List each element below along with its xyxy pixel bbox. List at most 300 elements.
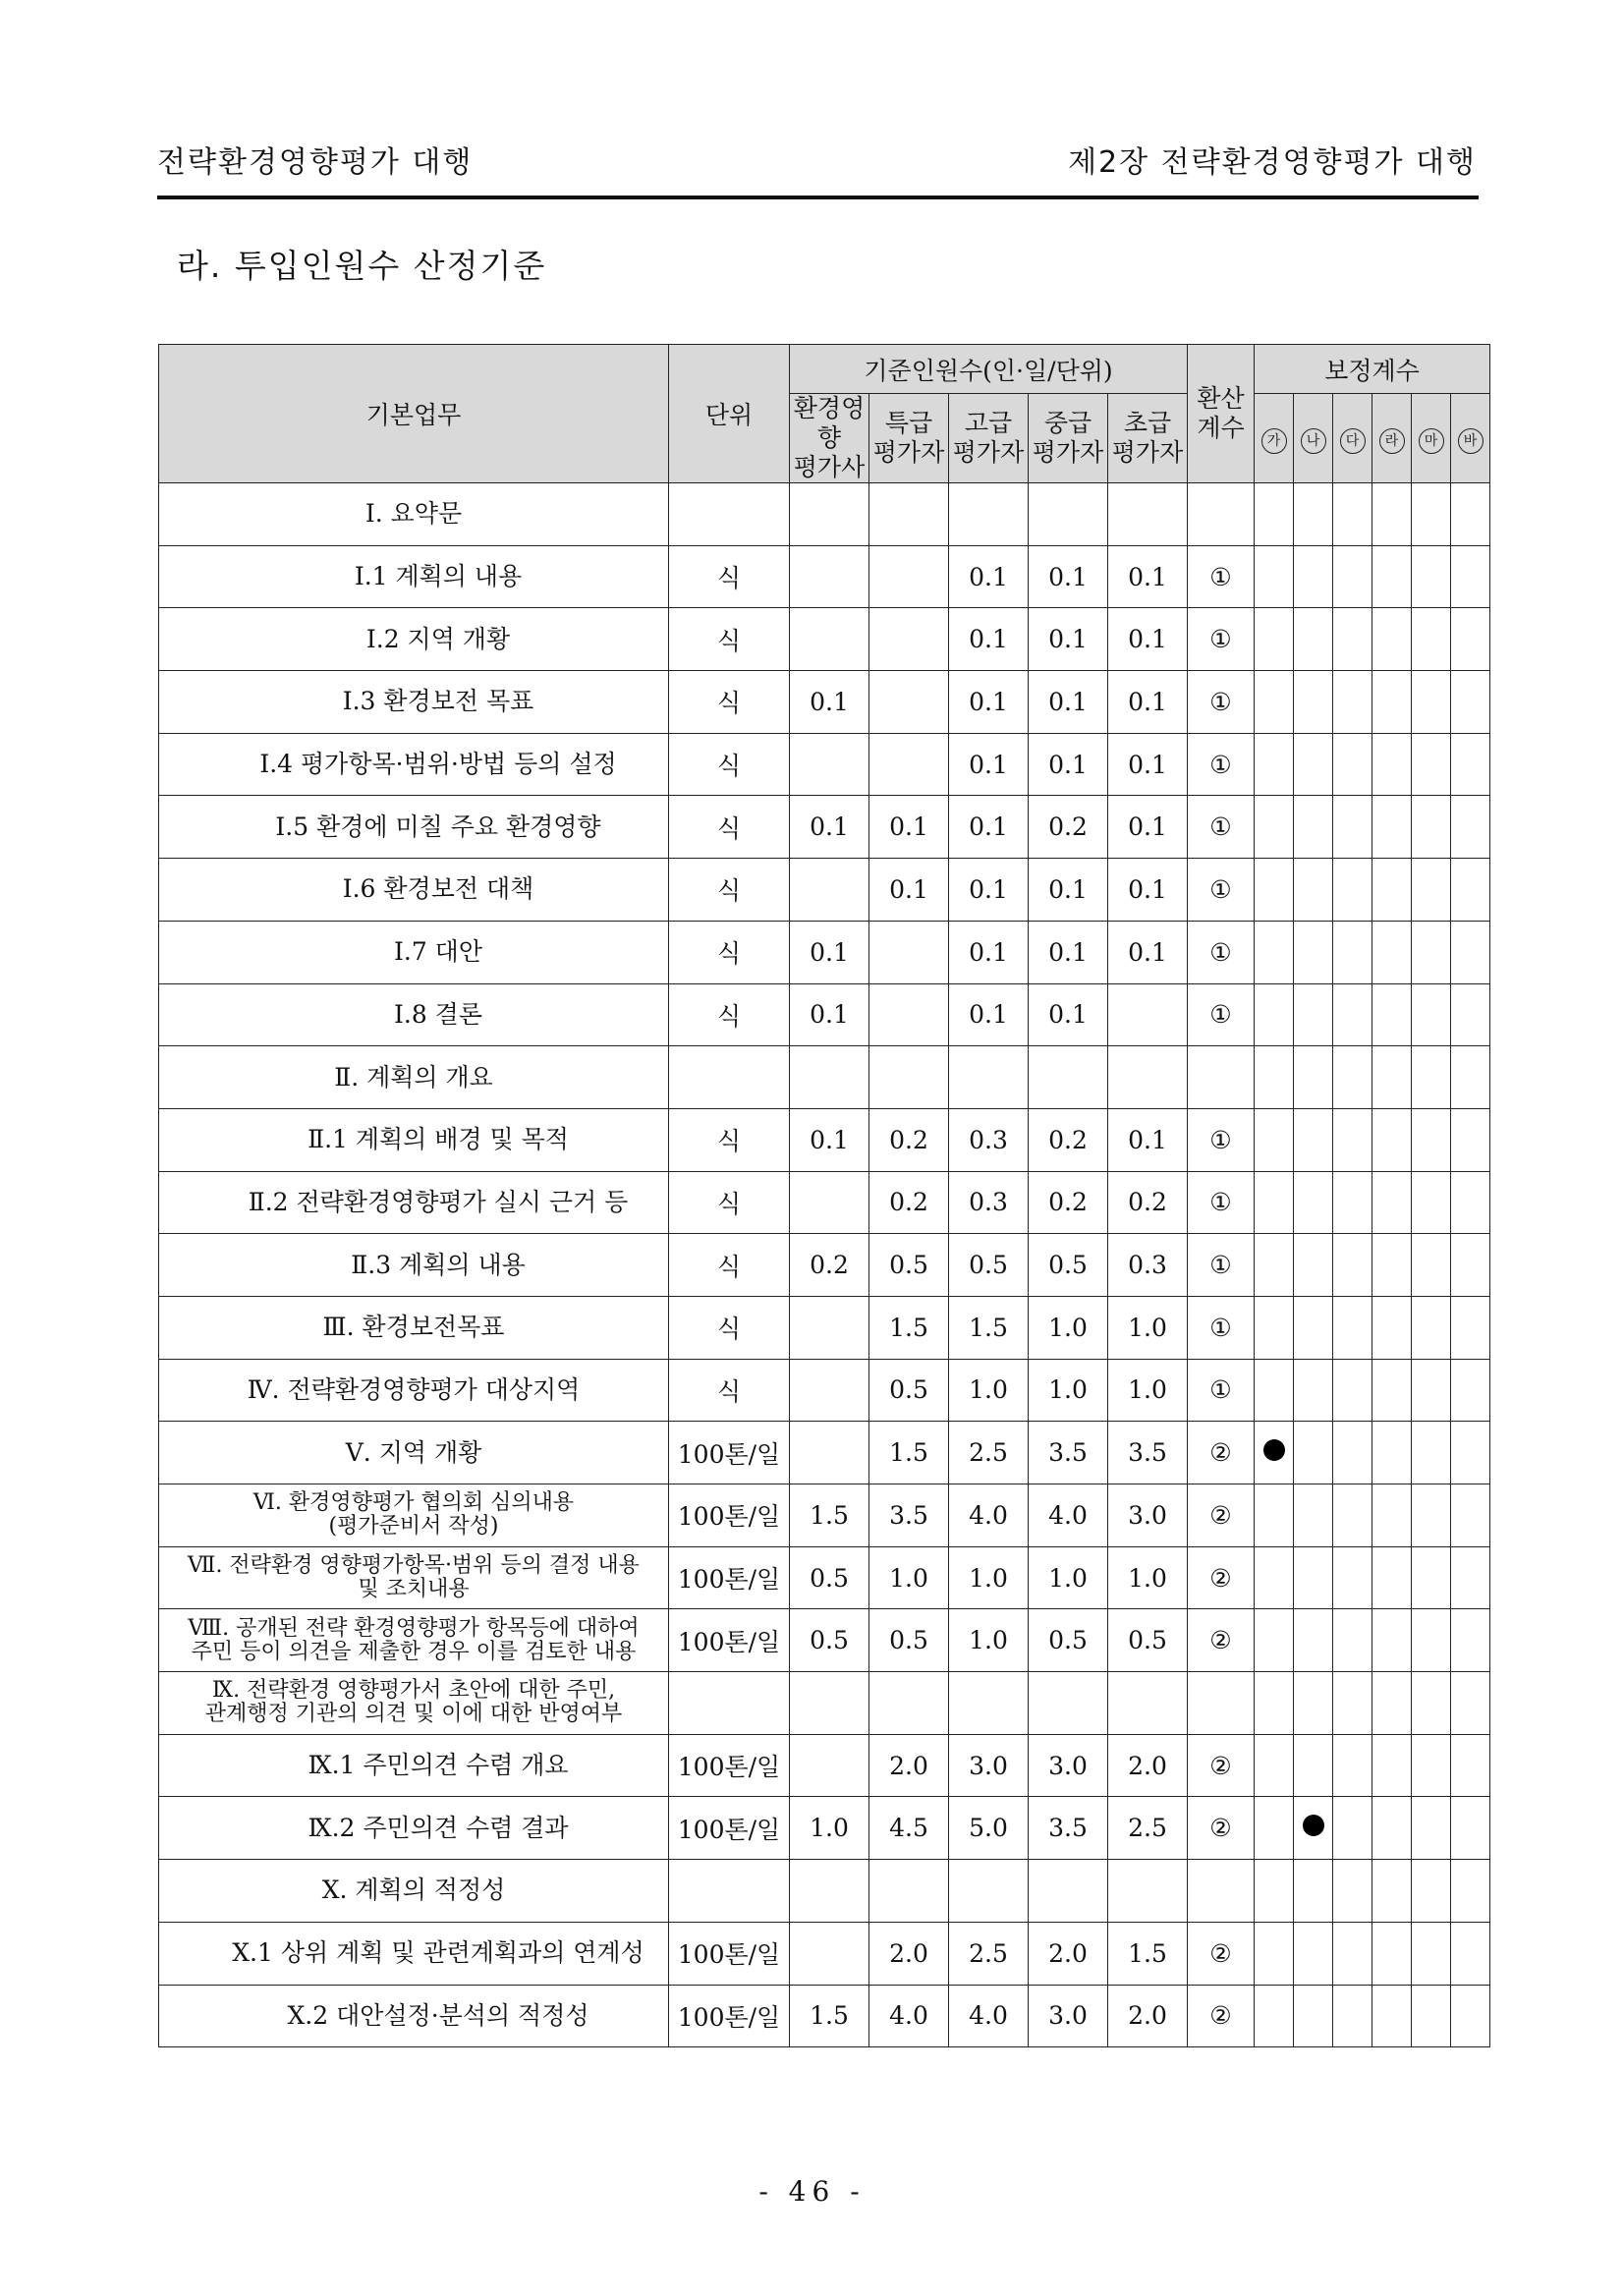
correction-cell	[1412, 1985, 1451, 2047]
correction-cell	[1294, 1171, 1333, 1234]
conversion-coefficient-cell: ②	[1188, 1734, 1255, 1797]
unit-cell: 식	[669, 796, 790, 859]
correction-cell	[1372, 1296, 1412, 1359]
table-row	[159, 1296, 1490, 1359]
value-cell: 0.1	[1108, 671, 1188, 734]
header-correction-5	[1451, 394, 1490, 483]
correction-cell	[1255, 1359, 1294, 1422]
circled-letter: 가	[1261, 428, 1287, 454]
value-cell: 3.5	[1108, 1422, 1188, 1484]
table-row	[159, 859, 1490, 922]
unit-cell: 식	[669, 671, 790, 734]
circled-letter: 나	[1301, 428, 1326, 454]
task-cell: Ⅰ. 요약문	[159, 483, 669, 546]
correction-cell	[1294, 1734, 1333, 1797]
value-cell: 4.0	[869, 1985, 949, 2047]
conversion-coefficient-cell	[1188, 1046, 1255, 1109]
task-cell: Ⅰ.8 결론	[159, 983, 669, 1046]
value-cell: 0.1	[790, 796, 869, 859]
unit-cell	[669, 1672, 790, 1735]
correction-cell	[1294, 921, 1333, 983]
unit-cell: 100톤/일	[669, 1922, 790, 1985]
correction-cell	[1333, 608, 1372, 671]
table-row	[159, 1985, 1490, 2047]
header-correction-1	[1294, 394, 1333, 483]
correction-cell	[1294, 733, 1333, 796]
correction-cell	[1372, 545, 1412, 608]
table-row	[159, 1422, 1490, 1484]
value-cell: 0.1	[869, 796, 949, 859]
correction-cell	[1255, 1734, 1294, 1797]
header-grade-line2: 평가자	[952, 438, 1025, 467]
value-cell	[790, 859, 869, 922]
unit-cell: 식	[669, 545, 790, 608]
task-cell: Ⅰ.1 계획의 내용	[159, 545, 669, 608]
header-correction-3	[1372, 394, 1412, 483]
correction-cell	[1412, 796, 1451, 859]
correction-cell	[1294, 859, 1333, 922]
value-cell: 0.1	[1108, 859, 1188, 922]
unit-cell: 식	[669, 921, 790, 983]
task-cell: Ⅶ. 전략환경 영향평가항목·범위 등의 결정 내용 및 조치내용	[159, 1546, 669, 1609]
correction-cell	[1294, 1609, 1333, 1672]
value-cell	[790, 1046, 869, 1109]
running-header-right: 제2장 전략환경영향평가 대행	[1068, 145, 1477, 180]
correction-cell	[1451, 1734, 1490, 1797]
correction-cell	[1333, 1484, 1372, 1547]
value-cell	[869, 733, 949, 796]
correction-cell	[1294, 1985, 1333, 2047]
header-base-group: 기준인원수(인·일/단위)	[790, 345, 1188, 394]
conversion-coefficient-cell: ①	[1188, 1296, 1255, 1359]
correction-cell	[1333, 1296, 1372, 1359]
correction-cell	[1412, 1422, 1451, 1484]
task-cell: Ⅹ.1 상위 계획 및 관련계획과의 연계성	[159, 1922, 669, 1985]
table-row	[159, 1546, 1490, 1609]
filled-circle-icon	[1303, 1815, 1324, 1836]
value-cell	[869, 1860, 949, 1923]
table-row	[159, 983, 1490, 1046]
header-grade-line2: 평가자	[1032, 438, 1104, 467]
correction-cell	[1333, 1234, 1372, 1297]
correction-cell	[1255, 545, 1294, 608]
unit-cell: 100톤/일	[669, 1985, 790, 2047]
correction-cell	[1333, 1046, 1372, 1109]
header-conversion-line2: 계수	[1197, 414, 1245, 442]
correction-cell	[1372, 483, 1412, 546]
value-cell	[869, 983, 949, 1046]
correction-cell	[1451, 1296, 1490, 1359]
table-row	[159, 733, 1490, 796]
correction-cell	[1255, 796, 1294, 859]
value-cell	[1108, 983, 1188, 1046]
value-cell: 0.2	[1029, 1108, 1108, 1171]
task-cell: Ⅸ. 전략환경 영향평가서 초안에 대한 주민, 관계행정 기관의 의견 및 이에 대한 반영여부	[159, 1672, 669, 1735]
conversion-coefficient-cell: ①	[1188, 1234, 1255, 1297]
value-cell: 0.2	[1029, 796, 1108, 859]
correction-cell	[1372, 1609, 1412, 1672]
conversion-coefficient-cell: ①	[1188, 859, 1255, 922]
section-title: 라. 투입인원수 산정기준	[177, 247, 547, 285]
correction-cell	[1255, 1797, 1294, 1860]
header-grade-line1: 초급	[1123, 409, 1172, 437]
correction-cell	[1372, 1734, 1412, 1797]
value-cell	[790, 1922, 869, 1985]
value-cell: 0.1	[1029, 733, 1108, 796]
value-cell	[869, 1672, 949, 1735]
conversion-coefficient-cell: ①	[1188, 608, 1255, 671]
value-cell: 0.5	[869, 1609, 949, 1672]
correction-cell	[1255, 733, 1294, 796]
conversion-coefficient-cell: ①	[1188, 1359, 1255, 1422]
unit-cell: 100톤/일	[669, 1797, 790, 1860]
value-cell: 0.1	[869, 859, 949, 922]
task-cell: Ⅰ.3 환경보전 목표	[159, 671, 669, 734]
unit-cell: 식	[669, 983, 790, 1046]
correction-cell	[1294, 1672, 1333, 1735]
correction-cell	[1412, 671, 1451, 734]
value-cell: 1.0	[949, 1359, 1029, 1422]
correction-cell	[1412, 1922, 1451, 1985]
task-cell: Ⅱ.2 전략환경영향평가 실시 근거 등	[159, 1171, 669, 1234]
correction-cell	[1294, 671, 1333, 734]
conversion-coefficient-cell	[1188, 1672, 1255, 1735]
correction-cell	[1333, 796, 1372, 859]
header-grade-1	[869, 394, 949, 483]
task-cell: Ⅹ. 계획의 적정성	[159, 1860, 669, 1923]
value-cell: 0.3	[949, 1171, 1029, 1234]
unit-cell: 식	[669, 733, 790, 796]
correction-cell	[1255, 1922, 1294, 1985]
conversion-coefficient-cell: ①	[1188, 545, 1255, 608]
value-cell: 0.1	[1029, 608, 1108, 671]
value-cell: 0.2	[869, 1171, 949, 1234]
value-cell	[790, 1422, 869, 1484]
value-cell: 2.5	[1108, 1797, 1188, 1860]
correction-cell	[1294, 1296, 1333, 1359]
value-cell: 2.0	[1108, 1734, 1188, 1797]
correction-cell	[1294, 608, 1333, 671]
header-grade-line1: 특급	[884, 409, 933, 437]
value-cell: 2.0	[869, 1922, 949, 1985]
correction-cell	[1294, 1860, 1333, 1923]
correction-cell	[1333, 671, 1372, 734]
value-cell: 2.5	[949, 1422, 1029, 1484]
task-cell: Ⅴ. 지역 개황	[159, 1422, 669, 1484]
task-cell: Ⅸ.1 주민의견 수렴 개요	[159, 1734, 669, 1797]
value-cell: 1.0	[1108, 1296, 1188, 1359]
value-cell: 0.1	[1108, 921, 1188, 983]
value-cell: 1.5	[790, 1985, 869, 2047]
value-cell: 4.0	[949, 1985, 1029, 2047]
value-cell: 0.3	[1108, 1234, 1188, 1297]
value-cell: 0.2	[1029, 1171, 1108, 1234]
value-cell	[790, 1734, 869, 1797]
table-row	[159, 1672, 1490, 1735]
correction-cell	[1451, 545, 1490, 608]
conversion-coefficient-cell	[1188, 483, 1255, 546]
table-row	[159, 1609, 1490, 1672]
header-grade-0	[790, 394, 869, 483]
correction-cell	[1412, 1296, 1451, 1359]
correction-cell	[1451, 1672, 1490, 1735]
value-cell: 3.0	[949, 1734, 1029, 1797]
correction-cell	[1412, 608, 1451, 671]
correction-cell	[1372, 1985, 1412, 2047]
value-cell: 2.5	[949, 1922, 1029, 1985]
correction-cell	[1412, 983, 1451, 1046]
value-cell: 0.1	[790, 921, 869, 983]
value-cell: 0.5	[869, 1234, 949, 1297]
unit-cell: 100톤/일	[669, 1484, 790, 1547]
correction-cell	[1451, 859, 1490, 922]
task-cell: Ⅲ. 환경보전목표	[159, 1296, 669, 1359]
value-cell: 0.1	[949, 608, 1029, 671]
value-cell	[949, 483, 1029, 546]
correction-cell	[1333, 921, 1372, 983]
correction-cell	[1294, 1046, 1333, 1109]
table-row	[159, 1108, 1490, 1171]
conversion-coefficient-cell: ①	[1188, 671, 1255, 734]
value-cell: 4.0	[949, 1484, 1029, 1547]
correction-cell	[1255, 1860, 1294, 1923]
correction-cell	[1294, 1484, 1333, 1547]
correction-cell	[1294, 796, 1333, 859]
unit-cell: 식	[669, 1234, 790, 1297]
correction-cell	[1294, 545, 1333, 608]
correction-cell	[1372, 1234, 1412, 1297]
correction-cell	[1412, 1672, 1451, 1735]
task-cell: Ⅱ.1 계획의 배경 및 목적	[159, 1108, 669, 1171]
value-cell: 0.5	[1029, 1234, 1108, 1297]
header-grade-3	[1029, 394, 1108, 483]
correction-cell	[1451, 1484, 1490, 1547]
task-cell: Ⅱ.3 계획의 내용	[159, 1234, 669, 1297]
value-cell	[790, 545, 869, 608]
correction-cell	[1412, 1546, 1451, 1609]
correction-cell	[1372, 1797, 1412, 1860]
value-cell	[1108, 483, 1188, 546]
value-cell: 0.5	[869, 1359, 949, 1422]
value-cell: 0.2	[790, 1234, 869, 1297]
value-cell: 0.1	[1108, 1108, 1188, 1171]
value-cell: 1.0	[869, 1546, 949, 1609]
value-cell: 0.1	[1108, 545, 1188, 608]
correction-cell	[1412, 1734, 1451, 1797]
unit-cell: 100톤/일	[669, 1734, 790, 1797]
correction-cell	[1333, 1359, 1372, 1422]
correction-cell	[1372, 796, 1412, 859]
unit-cell: 식	[669, 608, 790, 671]
task-cell: Ⅷ. 공개된 전략 환경영향평가 항목등에 대하여 주민 등이 의견을 제출한 경우 이를 검토한 내용	[159, 1609, 669, 1672]
staffing-table	[158, 344, 1490, 2047]
conversion-coefficient-cell: ②	[1188, 1484, 1255, 1547]
value-cell	[1029, 1672, 1108, 1735]
value-cell	[949, 1672, 1029, 1735]
value-cell: 3.5	[1029, 1422, 1108, 1484]
correction-cell	[1451, 983, 1490, 1046]
value-cell: 1.5	[869, 1422, 949, 1484]
correction-cell	[1255, 483, 1294, 546]
correction-cell	[1412, 859, 1451, 922]
header-correction-2	[1333, 394, 1372, 483]
value-cell	[1108, 1672, 1188, 1735]
correction-cell	[1451, 1046, 1490, 1109]
value-cell	[869, 545, 949, 608]
value-cell	[869, 483, 949, 546]
page-number: - 46 -	[758, 2175, 866, 2208]
correction-cell	[1333, 1546, 1372, 1609]
correction-cell	[1294, 1422, 1333, 1484]
correction-cell	[1412, 1860, 1451, 1923]
conversion-coefficient-cell: ②	[1188, 1797, 1255, 1860]
value-cell: 1.0	[790, 1797, 869, 1860]
correction-cell	[1372, 1422, 1412, 1484]
table-row	[159, 1797, 1490, 1860]
value-cell: 0.1	[949, 796, 1029, 859]
correction-cell	[1412, 483, 1451, 546]
correction-cell	[1255, 921, 1294, 983]
conversion-coefficient-cell: ①	[1188, 1108, 1255, 1171]
value-cell: 0.5	[949, 1234, 1029, 1297]
correction-cell	[1451, 1171, 1490, 1234]
correction-cell	[1451, 1422, 1490, 1484]
correction-cell	[1372, 921, 1412, 983]
task-cell: Ⅰ.6 환경보전 대책	[159, 859, 669, 922]
value-cell: 3.5	[1029, 1797, 1108, 1860]
header-grade-line2: 평가자	[1111, 438, 1184, 467]
table-row	[159, 608, 1490, 671]
correction-cell	[1412, 921, 1451, 983]
table-row	[159, 1171, 1490, 1234]
value-cell: 3.0	[1029, 1734, 1108, 1797]
value-cell: 1.5	[790, 1484, 869, 1547]
unit-cell	[669, 1860, 790, 1923]
table-body	[159, 483, 1490, 2047]
correction-cell	[1412, 1171, 1451, 1234]
correction-cell	[1451, 608, 1490, 671]
table-row	[159, 1234, 1490, 1297]
value-cell: 0.1	[949, 921, 1029, 983]
correction-cell	[1451, 733, 1490, 796]
correction-cell	[1372, 1171, 1412, 1234]
unit-cell	[669, 1046, 790, 1109]
value-cell: 1.0	[1108, 1359, 1188, 1422]
value-cell: 1.0	[949, 1609, 1029, 1672]
correction-cell	[1255, 1234, 1294, 1297]
correction-cell	[1372, 1484, 1412, 1547]
value-cell: 0.5	[790, 1609, 869, 1672]
correction-cell	[1294, 1108, 1333, 1171]
value-cell	[790, 1860, 869, 1923]
correction-cell	[1333, 1672, 1372, 1735]
correction-cell	[1451, 921, 1490, 983]
unit-cell: 식	[669, 1171, 790, 1234]
correction-cell	[1412, 1234, 1451, 1297]
correction-cell	[1372, 1922, 1412, 1985]
header-grade-line1: 중급	[1043, 409, 1092, 437]
correction-cell	[1333, 859, 1372, 922]
unit-cell: 100톤/일	[669, 1422, 790, 1484]
value-cell: 3.0	[1108, 1484, 1188, 1547]
value-cell: 0.5	[1029, 1609, 1108, 1672]
correction-cell	[1333, 983, 1372, 1046]
value-cell	[869, 921, 949, 983]
correction-cell	[1372, 733, 1412, 796]
table-row	[159, 1046, 1490, 1109]
value-cell: 0.1	[790, 983, 869, 1046]
conversion-coefficient-cell: ②	[1188, 1546, 1255, 1609]
correction-cell	[1255, 1672, 1294, 1735]
correction-cell	[1451, 483, 1490, 546]
correction-cell	[1333, 483, 1372, 546]
correction-cell	[1412, 733, 1451, 796]
header-grade-line1: 환경영향	[793, 394, 866, 452]
value-cell: 0.1	[1029, 545, 1108, 608]
running-header-left: 전략환경영향평가 대행	[157, 145, 474, 180]
value-cell: 0.5	[1108, 1609, 1188, 1672]
unit-cell: 식	[669, 1108, 790, 1171]
correction-cell	[1412, 1609, 1451, 1672]
correction-cell	[1294, 1359, 1333, 1422]
value-cell: 1.0	[949, 1546, 1029, 1609]
value-cell	[1108, 1860, 1188, 1923]
correction-cell	[1294, 1546, 1333, 1609]
correction-cell	[1255, 1985, 1294, 2047]
task-cell: Ⅰ.7 대안	[159, 921, 669, 983]
correction-cell	[1294, 1797, 1333, 1860]
correction-cell	[1372, 671, 1412, 734]
value-cell: 1.0	[1108, 1546, 1188, 1609]
correction-cell	[1333, 1609, 1372, 1672]
task-cell: Ⅹ.2 대안설정·분석의 적정성	[159, 1985, 669, 2047]
correction-cell	[1451, 1234, 1490, 1297]
header-conversion-line1: 환산	[1197, 384, 1245, 413]
conversion-coefficient-cell: ①	[1188, 1171, 1255, 1234]
value-cell: 0.1	[1108, 796, 1188, 859]
correction-cell	[1294, 1922, 1333, 1985]
value-cell: 2.0	[1108, 1985, 1188, 2047]
correction-cell	[1255, 1422, 1294, 1484]
value-cell: 0.1	[949, 671, 1029, 734]
correction-cell	[1255, 1046, 1294, 1109]
conversion-coefficient-cell: ②	[1188, 1922, 1255, 1985]
correction-cell	[1451, 1359, 1490, 1422]
value-cell: 2.0	[869, 1734, 949, 1797]
value-cell: 0.1	[1029, 671, 1108, 734]
correction-cell	[1255, 859, 1294, 922]
value-cell: 1.5	[869, 1296, 949, 1359]
conversion-coefficient-cell: ①	[1188, 983, 1255, 1046]
value-cell: 0.1	[1108, 608, 1188, 671]
unit-cell: 식	[669, 1359, 790, 1422]
unit-cell: 100톤/일	[669, 1609, 790, 1672]
value-cell: 1.5	[1108, 1922, 1188, 1985]
header-grade-line2: 평가사	[793, 453, 866, 481]
conversion-coefficient-cell: ②	[1188, 1422, 1255, 1484]
correction-cell	[1294, 1234, 1333, 1297]
value-cell	[949, 1860, 1029, 1923]
correction-cell	[1333, 1108, 1372, 1171]
header-task: 기본업무	[159, 345, 669, 483]
task-cell: Ⅵ. 환경영향평가 협의회 심의내용 (평가준비서 작성)	[159, 1484, 669, 1547]
unit-cell	[669, 483, 790, 546]
correction-cell	[1412, 1046, 1451, 1109]
correction-cell	[1255, 1171, 1294, 1234]
correction-cell	[1412, 1108, 1451, 1171]
correction-cell	[1255, 671, 1294, 734]
value-cell	[869, 671, 949, 734]
